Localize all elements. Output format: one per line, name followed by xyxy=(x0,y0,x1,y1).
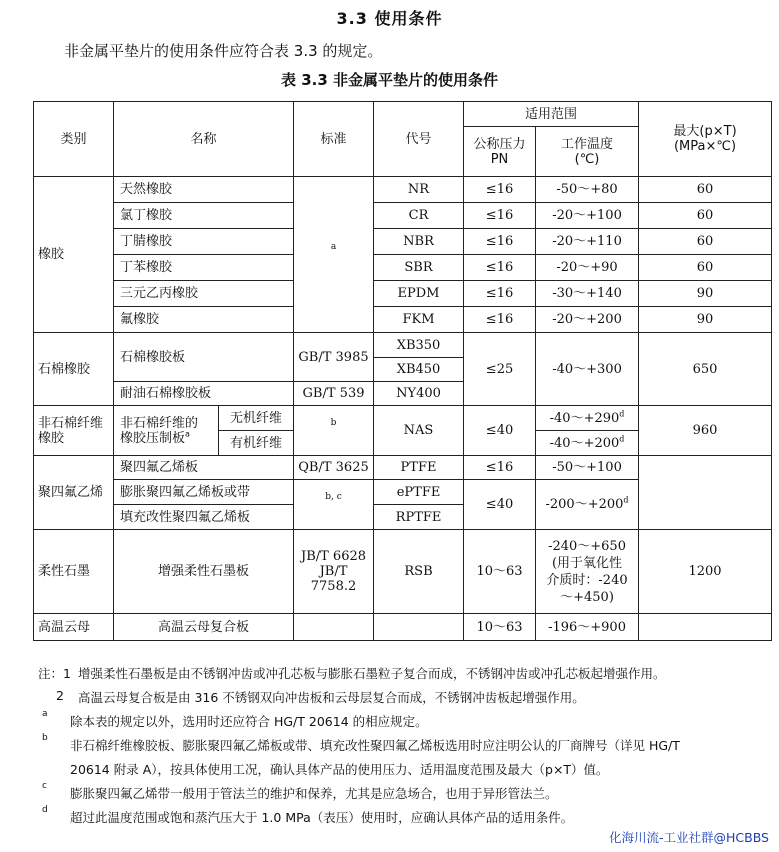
name-line: 非石棉纤维的 xyxy=(120,415,199,431)
material-standard xyxy=(294,530,374,614)
header-standard: 标准 xyxy=(294,102,374,177)
note-text: 高温云母复合板是由 316 不锈钢双向冲齿板和云母层复合而成，不锈钢冲齿板起增强作用。 xyxy=(78,690,585,705)
footnote-mark: d xyxy=(619,434,625,444)
material-code: PTFE xyxy=(374,456,464,480)
fiber-type: 有机纤维 xyxy=(219,431,294,456)
ptfe-max-empty xyxy=(639,456,772,530)
header-temp xyxy=(536,127,639,177)
material-max: 60 xyxy=(639,177,772,203)
header-pressure-line1: 公称压力 xyxy=(473,136,526,152)
header-category: 类别 xyxy=(34,102,114,177)
material-temp: -50～+100 xyxy=(536,456,639,480)
material-name: 增强柔性石墨板 xyxy=(114,530,294,614)
mica-standard-empty xyxy=(294,614,374,641)
category-non-asbestos xyxy=(34,406,114,456)
note-mark: d xyxy=(42,805,48,815)
material-name: 氟橡胶 xyxy=(114,307,294,333)
material-max: 960 xyxy=(639,406,772,456)
table-row xyxy=(34,530,772,614)
material-code: EPDM xyxy=(374,281,464,307)
material-code: ePTFE xyxy=(374,480,464,505)
note-text: 非石棉纤维橡胶板、膨胀聚四氟乙烯板或带、填充改性聚四氟乙烯板选用时应注明公认的厂商牌号（详见 HG/T xyxy=(70,738,680,753)
note-text: 增强柔性石墨板是由不锈钢冲齿或冲孔芯板与膨胀石墨粒子复合而成，不锈钢冲齿或冲孔芯板起增强作用。 xyxy=(78,666,666,681)
material-code: NAS xyxy=(374,406,464,456)
material-standard: GB/T 3985 xyxy=(294,333,374,382)
table-row xyxy=(34,307,772,333)
material-name: 高温云母复合板 xyxy=(114,614,294,641)
header-max-line2: (MPa×℃) xyxy=(673,139,737,154)
header-pressure xyxy=(464,127,536,177)
footnote-mark: d xyxy=(619,409,625,419)
category-ptfe: 聚四氟乙烯 xyxy=(34,456,114,530)
header-temp-line2: (℃) xyxy=(574,151,600,167)
material-name: 膨胀聚四氟乙烯板或带 xyxy=(114,480,294,505)
footnote-mark: a xyxy=(185,429,190,439)
footnote-mark: b xyxy=(330,418,337,428)
material-pn: ≤16 xyxy=(464,281,536,307)
table-row xyxy=(34,229,772,255)
material-name: 填充改性聚四氟乙烯板 xyxy=(114,505,294,530)
temp-line: ～+450) xyxy=(560,589,614,605)
note-mark: c xyxy=(42,781,47,791)
material-pn: 10～63 xyxy=(464,530,536,614)
material-pn: ≤16 xyxy=(464,177,536,203)
header-range: 适用范围 xyxy=(464,102,639,127)
material-pn: ≤40 xyxy=(464,480,536,530)
material-code: NBR xyxy=(374,229,464,255)
material-temp: -20～+100 xyxy=(536,203,639,229)
material-name: 丁苯橡胶 xyxy=(114,255,294,281)
ptfe-standard-note xyxy=(294,480,374,530)
intro-text: 非金属平垫片的使用条件应符合表 3.3 的规定。 xyxy=(64,42,383,60)
note-text: 20614 附录 A），按具体使用工况，确认具体产品的使用压力、适用温度范围及最大（p×T）值。 xyxy=(70,762,609,777)
fiber-type: 无机纤维 xyxy=(219,406,294,431)
nas-standard-note xyxy=(294,406,374,456)
material-temp xyxy=(536,530,639,614)
header-pressure-line2: PN xyxy=(490,151,509,167)
material-temp xyxy=(536,480,639,530)
category-asbestos: 石棉橡胶 xyxy=(34,333,114,406)
category-line: 非石棉纤维 xyxy=(38,415,104,431)
header-name: 名称 xyxy=(114,102,294,177)
footnote-mark: a xyxy=(330,242,337,252)
footnote-mark: b, c xyxy=(325,492,342,502)
mica-max-empty xyxy=(639,614,772,641)
material-temp: -20～+200 xyxy=(536,307,639,333)
footnote-mark: d xyxy=(623,495,629,505)
note-text: 除本表的规定以外，选用时还应符合 HG/T 20614 的相应规定。 xyxy=(70,714,428,729)
material-max: 60 xyxy=(639,229,772,255)
table-row xyxy=(34,333,772,358)
header-max xyxy=(639,102,772,177)
category-graphite: 柔性石墨 xyxy=(34,530,114,614)
header-temp-line1: 工作温度 xyxy=(561,136,614,152)
material-code: NY400 xyxy=(374,382,464,406)
temp-line: (用于氧化性 xyxy=(551,555,623,571)
table-title: 表 3.3 非金属平垫片的使用条件 xyxy=(280,71,499,89)
note-mark: b xyxy=(42,733,48,743)
name-line xyxy=(120,431,215,446)
material-name: 石棉橡胶板 xyxy=(114,333,294,382)
conditions-table xyxy=(33,101,772,641)
material-code: RSB xyxy=(374,530,464,614)
temp-line: 介质时：-240 xyxy=(546,572,628,588)
material-max: 60 xyxy=(639,255,772,281)
temp-value: -40～+290 xyxy=(549,410,620,426)
material-name: 聚四氟乙烯板 xyxy=(114,456,294,480)
material-name: 天然橡胶 xyxy=(114,177,294,203)
material-temp: -20～+90 xyxy=(536,255,639,281)
table-row xyxy=(34,281,772,307)
category-rubber: 橡胶 xyxy=(34,177,114,333)
category-mica: 高温云母 xyxy=(34,614,114,641)
material-code: RPTFE xyxy=(374,505,464,530)
material-standard: GB/T 539 xyxy=(294,382,374,406)
mica-code-empty xyxy=(374,614,464,641)
note-mark: 注：1 xyxy=(38,666,71,681)
material-pn: ≤16 xyxy=(464,203,536,229)
note-mark: 2 xyxy=(56,688,64,703)
material-temp xyxy=(536,431,639,456)
material-temp: -30～+140 xyxy=(536,281,639,307)
material-code: CR xyxy=(374,203,464,229)
material-temp: -40～+300 xyxy=(536,333,639,406)
table-row xyxy=(34,614,772,641)
material-code: NR xyxy=(374,177,464,203)
material-pn: ≤16 xyxy=(464,229,536,255)
material-pn: ≤16 xyxy=(464,456,536,480)
header-code: 代号 xyxy=(374,102,464,177)
name-line-text: 橡胶压制板 xyxy=(120,430,186,446)
table-row xyxy=(34,406,772,431)
rubber-standard-note xyxy=(294,177,374,333)
header-row xyxy=(34,102,772,127)
material-temp: -50～+80 xyxy=(536,177,639,203)
material-name: 耐油石棉橡胶板 xyxy=(114,382,294,406)
table-row xyxy=(34,456,772,480)
header-max-line1: 最大(p×T) xyxy=(673,124,737,139)
section-title: 3.3 使用条件 xyxy=(336,9,443,28)
material-pn: ≤16 xyxy=(464,255,536,281)
temp-line: -240～+650 xyxy=(548,538,626,554)
note-text: 超过此温度范围或饱和蒸汽压大于 1.0 MPa（表压）使用时，应确认具体产品的适用条件。 xyxy=(70,810,574,825)
standard-line: JB/T 7758.2 xyxy=(310,564,357,594)
note-text: 膨胀聚四氟乙烯带一般用于管法兰的维护和保养，尤其是应急场合，也用于异形管法兰。 xyxy=(70,786,558,801)
material-max: 1200 xyxy=(639,530,772,614)
category-line: 橡胶 xyxy=(38,430,65,446)
standard-line: JB/T 6628 xyxy=(300,549,367,564)
material-temp: -196～+900 xyxy=(536,614,639,641)
material-pn: 10～63 xyxy=(464,614,536,641)
material-standard: QB/T 3625 xyxy=(294,456,374,480)
material-code: FKM xyxy=(374,307,464,333)
material-name xyxy=(114,406,219,456)
note-mark: a xyxy=(42,709,48,719)
material-code: XB350 xyxy=(374,333,464,358)
material-name: 三元乙丙橡胶 xyxy=(114,281,294,307)
material-temp: -20～+110 xyxy=(536,229,639,255)
table-row xyxy=(34,203,772,229)
material-code: XB450 xyxy=(374,358,464,382)
material-max: 60 xyxy=(639,203,772,229)
material-max: 650 xyxy=(639,333,772,406)
material-pn: ≤40 xyxy=(464,406,536,456)
material-pn: ≤16 xyxy=(464,307,536,333)
material-max: 90 xyxy=(639,307,772,333)
material-name: 氯丁橡胶 xyxy=(114,203,294,229)
watermark: 化海川流-工业社群@HCBBS xyxy=(608,830,769,845)
material-name: 丁腈橡胶 xyxy=(114,229,294,255)
table-row xyxy=(34,177,772,203)
material-code: SBR xyxy=(374,255,464,281)
material-pn: ≤25 xyxy=(464,333,536,406)
table-row xyxy=(34,255,772,281)
temp-value: -40～+200 xyxy=(549,435,620,451)
temp-value: -200～+200 xyxy=(545,497,624,512)
material-temp xyxy=(536,406,639,431)
material-max: 90 xyxy=(639,281,772,307)
